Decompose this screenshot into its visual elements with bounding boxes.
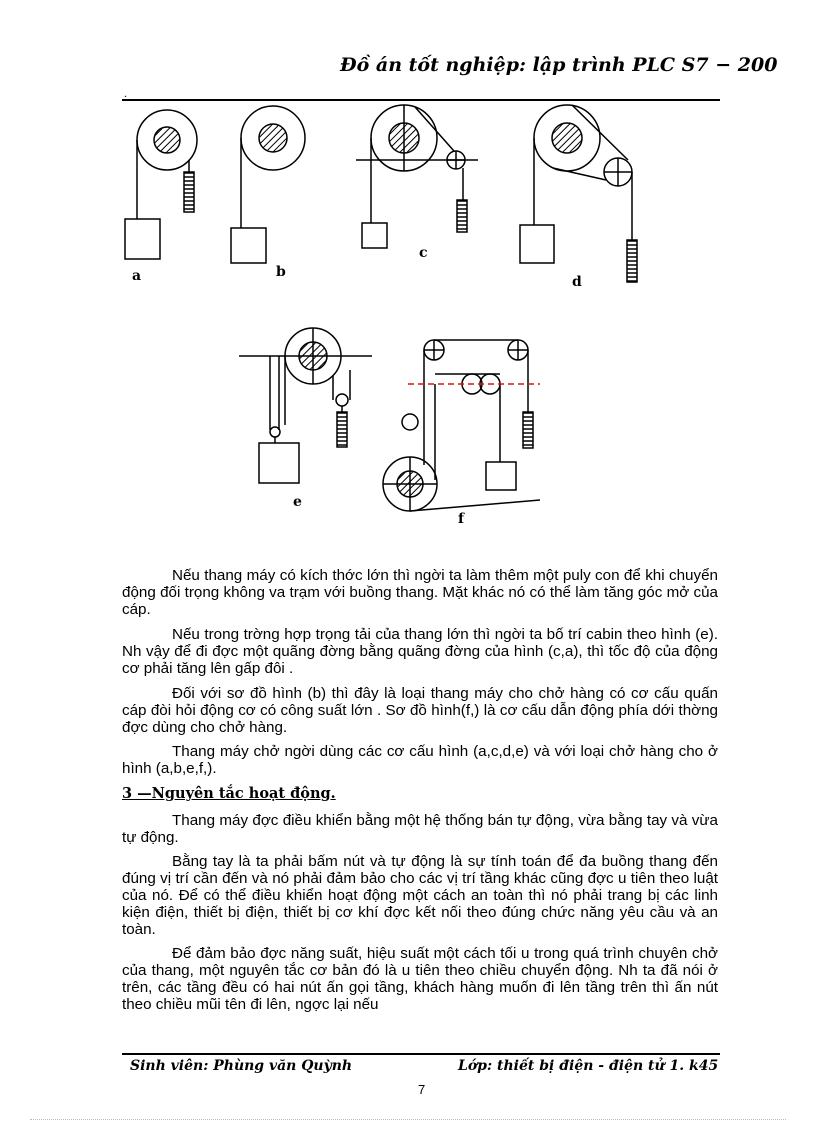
diagram-b: [231, 106, 305, 263]
paragraph-1: Nếu thang máy có kích thớc lớn thì ngời ta làm thêm một puly con để khi chuyển động đối trọng không va trạm với buồng thang. Mặt khác nó có thể làm tăng góc mở của cáp.: [122, 567, 718, 618]
paragraph-3: Đối với sơ đồ hình (b) thì đây là loại thang máy cho chở hàng có cơ cấu quấn cáp đòi hỏi động cơ có công suất lớn . Sơ đồ hình(f,) là cơ cấu dẫn động phía dới thờng đợc dùng cho chở hàng.: [122, 685, 718, 736]
figure-label-e: e: [293, 494, 302, 510]
diagram-f: [383, 340, 540, 511]
footer-rule: [122, 1053, 720, 1055]
figure-label-f: f: [458, 511, 465, 527]
paragraph-2: Nếu trong trờng hợp trọng tải của thang lớn thì ngời ta bố trí cabin theo hình (e). Nh vậy để đi đợc một quãng đờng bằng quãng đờng của hình (c,a), thì tốc độ của động cơ phải tăng lên gấp đôi .: [122, 626, 718, 677]
figure-label-c: c: [419, 245, 428, 261]
diagram-a: [125, 110, 197, 259]
paragraph-5: Thang máy đợc điều khiển bằng một hệ thống bán tự động, vừa bằng tay và vừa tự động.: [122, 812, 718, 846]
footer-class: Lớp: thiết bị điện - điện tử 1. k45: [458, 1058, 719, 1074]
figure-label-d: d: [572, 274, 582, 290]
figure-label-a: a: [132, 268, 142, 284]
paragraph-7: Để đảm bảo đợc năng suất, hiệu suất một cách tối u trong quá trình chuyên chở của thang, một nguyên tắc cơ bản đó là u tiên theo chiều chuyển động. Nh ta đã nói ở trên, các tầng đều có hai nút ấn gọi tầng, khách hàng muốn đi lên tầng trên thì ấn nút theo chiều mũi tên đi lên, ngợc lại nếu: [122, 945, 718, 1013]
figure-label-b: b: [276, 264, 286, 280]
header-dot: .: [124, 86, 127, 100]
section-heading: 3 —Nguyên tắc hoạt động.: [122, 785, 336, 802]
diagram-e: [239, 328, 372, 483]
paragraph-6: Bằng tay là ta phải bấm nút và tự động là sự tính toán để đa buồng thang đến đúng vị trí cần đến và nó phải đảm bảo cho các vị trí tầng khác cũng đợc u tiên theo luật của nó. Để có thể điều khiển hoạt động một cách an toàn thì nó phải trang bị các linh kiện điện, thiết bị điện, thiết bị cơ khí đợc kết nối theo đúng chức năng yêu cầu và an toàn.: [122, 853, 718, 938]
diagram-d: [520, 105, 637, 282]
header-title: Đồ án tốt nghiệp: lập trình PLC S7 − 200: [340, 54, 778, 76]
pulley-diagram-figure: [0, 0, 816, 540]
paragraph-4: Thang máy chở ngời dùng các cơ cấu hình (a,c,d,e) và với loại chở hàng cho ở hình (a,b,e,f,).: [122, 743, 718, 777]
footer-student-name: Sinh viên: Phùng văn Quỳnh: [130, 1058, 353, 1074]
diagram-c: [356, 105, 478, 248]
page-number: 7: [418, 1082, 426, 1097]
page-bottom-border: [30, 1119, 786, 1120]
